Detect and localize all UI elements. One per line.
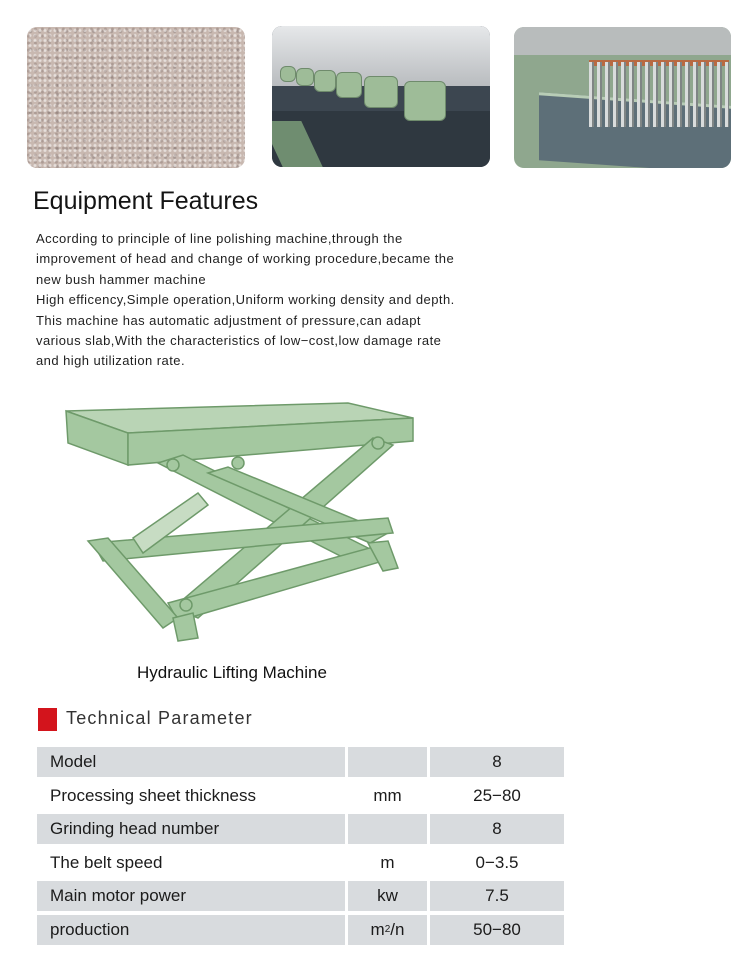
unit-base: m [370, 919, 385, 939]
features-title: Equipment Features [33, 187, 259, 215]
unit-superscript: 2 [384, 924, 391, 936]
bush-hammer-pins-photo [514, 27, 731, 168]
features-line: and high utilization rate. [36, 353, 186, 369]
param-name: Model [37, 747, 345, 777]
technical-parameter-title: Technical Parameter [66, 708, 253, 728]
grinding-head [280, 66, 296, 82]
grinding-head [296, 68, 314, 86]
param-unit [348, 915, 427, 945]
pivot-bolt [372, 437, 384, 449]
granite-surface-photo [27, 27, 245, 168]
table-row [37, 881, 564, 915]
machine-frame [514, 27, 731, 55]
base-frame [168, 543, 393, 621]
features-line: High efficency,Simple operation,Uniform working density and depth. [36, 292, 455, 308]
hammer-pins [589, 62, 729, 127]
features-line: According to principle of line polishing machine,through the [36, 231, 403, 246]
param-unit: kw [348, 881, 427, 911]
table-row [37, 781, 564, 815]
base-foot [173, 613, 198, 641]
section-marker-icon [38, 708, 57, 731]
param-name: Main motor power [37, 881, 345, 911]
grinding-head [314, 70, 336, 92]
table-row [37, 848, 564, 882]
features-line: This machine has automatic adjustment of pressure,can adapt [36, 312, 421, 328]
features-line: various slab,With the characteristics of low−cost,low damage rate [36, 333, 442, 349]
pivot-bolt [167, 459, 179, 471]
param-name: Processing sheet thickness [50, 785, 256, 805]
grinding-heads-photo [272, 26, 490, 167]
param-name: production [37, 915, 345, 945]
param-value: 0−3.5 [475, 852, 519, 872]
param-value: 7.5 [430, 881, 564, 911]
param-unit [348, 747, 427, 777]
param-unit: m [380, 852, 395, 872]
pivot-bolt [180, 599, 192, 611]
unit-tail: /n [390, 919, 405, 939]
param-name: Grinding head number [37, 814, 345, 844]
pivot-bolt [232, 457, 244, 469]
technical-parameter-table [37, 747, 564, 948]
grinding-head [404, 81, 446, 121]
param-unit [348, 814, 427, 844]
lift-caption: Hydraulic Lifting Machine [137, 663, 327, 682]
table-row [37, 747, 564, 781]
param-unit: mm [373, 785, 402, 805]
param-value: 8 [430, 747, 564, 777]
param-name: The belt speed [50, 852, 163, 872]
param-value: 8 [430, 814, 564, 844]
grinding-head [336, 72, 362, 98]
features-line: improvement of head and change of working procedure,became the [36, 251, 455, 267]
features-description [36, 229, 476, 372]
features-line: new bush hammer machine [36, 271, 207, 287]
param-value: 25−80 [473, 785, 521, 805]
hydraulic-lift-illustration [58, 393, 418, 643]
table-row [37, 814, 564, 848]
grinding-head [364, 76, 398, 108]
table-row [37, 915, 564, 949]
param-value: 50−80 [430, 915, 564, 945]
